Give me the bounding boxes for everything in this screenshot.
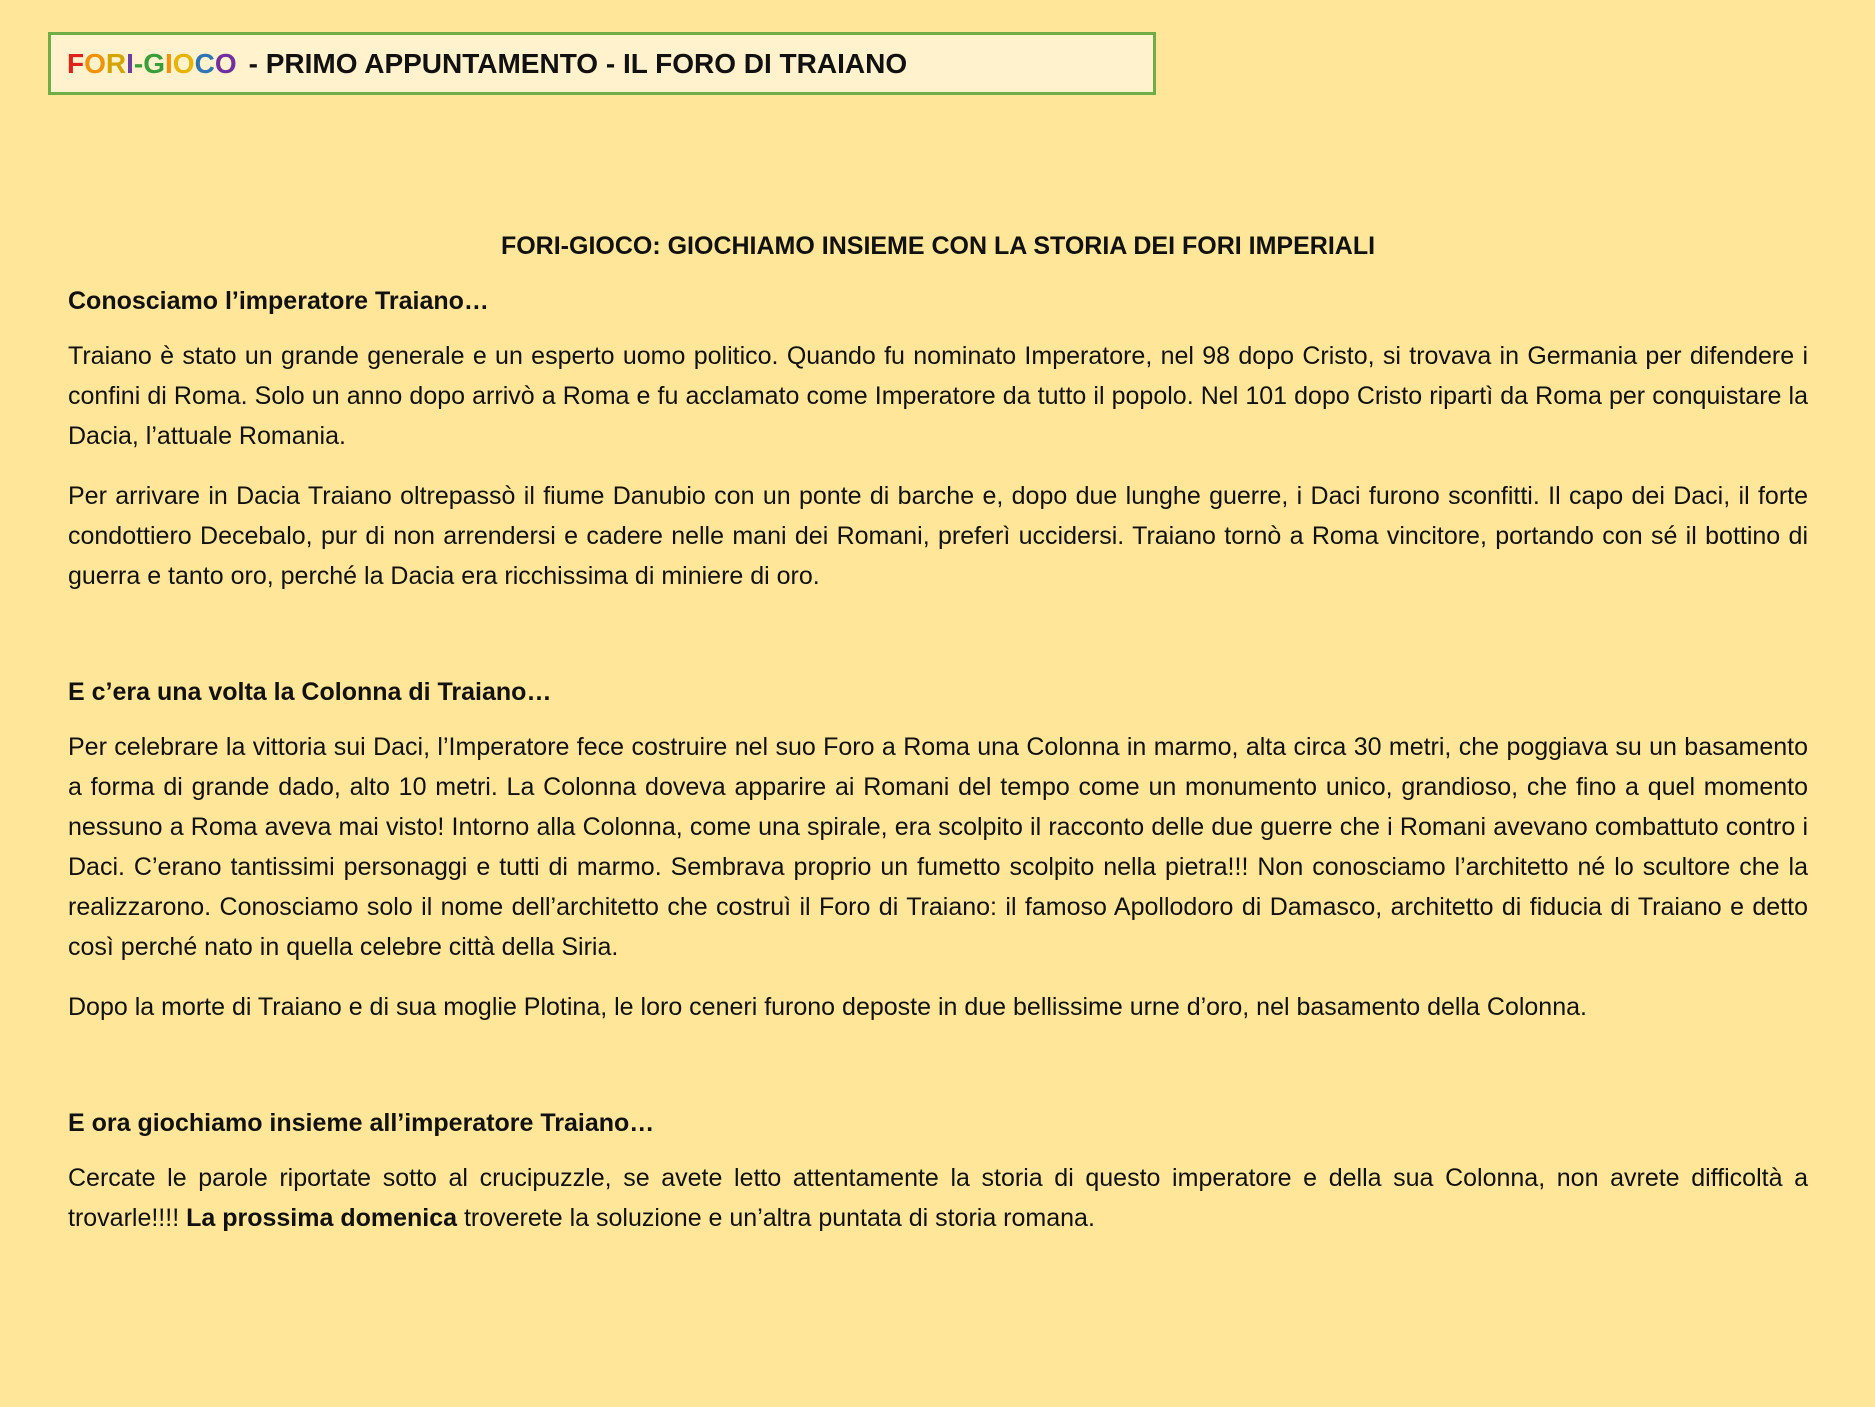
spacer [68, 616, 1808, 678]
paragraph-gioco-start: Cercate le parole riportate sotto al crucipuzzle, se avete letto attentamente la storia di questo imperatore e della sua Colonna, non avrete difficoltà a trovarle!!!! [68, 1164, 1808, 1232]
spacer [68, 1047, 1808, 1109]
fori-gioco-logo [67, 48, 237, 80]
page-title: FORI-GIOCO: GIOCHIAMO INSIEME CON LA STORIA DEI FORI IMPERIALI [500, 232, 1376, 260]
section-heading-gioco: E ora giochiamo insieme all’imperatore Traiano… [68, 1109, 655, 1137]
header-title: - PRIMO APPUNTAMENTO - IL FORO DI TRAIANO [248, 47, 908, 79]
paragraph-colonna-2: Dopo la morte di Traiano e di sua moglie Plotina, le loro ceneri furono deposte in due bellissime urne d’oro, nel basamento della Colonna. [68, 993, 1587, 1021]
logo-letter: O [172, 47, 195, 79]
section-heading-colonna: E c’era una volta la Colonna di Traiano… [68, 678, 552, 706]
logo-letter: I [126, 47, 134, 79]
logo-letter: R [105, 47, 127, 79]
logo-letter: G [143, 47, 166, 79]
section-heading-traiano: Conosciamo l’imperatore Traiano… [68, 287, 489, 315]
paragraph-traiano-2: Per arrivare in Dacia Traiano oltrepassò il fiume Danubio con un ponte di barche e, dopo due lunghe guerre, i Daci furono sconfitti. Il capo dei Daci, il forte condottiero Decebalo, pur di non arrendersi e cadere nelle mani dei Romani, preferì uccidersi. Traiano tornò a Roma vincitore, portando con sé il bottino di guerra e tanto oro, perché la Dacia era ricchissima di miniere di oro. [68, 482, 1808, 590]
next-sunday-emphasis: La prossima domenica [186, 1204, 458, 1232]
logo-letter: C [194, 47, 215, 79]
logo-letter: O [214, 47, 237, 79]
header-banner [48, 32, 1156, 95]
logo-letter: F [67, 47, 85, 79]
paragraph-gioco [68, 1158, 1808, 1238]
paragraph-traiano-1: Traiano è stato un grande generale e un esperto uomo politico. Quando fu nominato Imperatore, nel 98 dopo Cristo, si trovava in Germania per difendere i confini di Roma. Solo un anno dopo arrivò a Roma e fu acclamato come Imperatore da tutto il popolo. Nel 101 dopo Cristo ripartì da Roma per conquistare la Dacia, l’attuale Romania. [68, 342, 1808, 450]
paragraph-gioco-end: troverete la soluzione e un’altra puntata di storia romana. [457, 1204, 1095, 1232]
logo-letter: I [165, 47, 173, 79]
document-body [68, 232, 1808, 1258]
logo-letter: O [84, 47, 106, 79]
logo-letter: - [133, 47, 144, 79]
paragraph-colonna-1: Per celebrare la vittoria sui Daci, l’Imperatore fece costruire nel suo Foro a Roma una Colonna in marmo, alta circa 30 metri, che poggiava su un basamento a forma di grande dado, alto 10 metri. La Colonna doveva apparire ai Romani del tempo come un monumento unico, grandioso, che fino a quel momento nessuno a Roma aveva mai visto! Intorno alla Colonna, come una spirale, era scolpito il racconto delle due guerre che i Romani avevano combattuto contro i Daci. C’erano tantissimi personaggi e tutti di marmo. Sembrava proprio un fumetto scolpito nella pietra!!! Non conosciamo l’architetto né lo scultore che la realizzarono. Conosciamo solo il nome dell’architetto che costruì il Foro di Traiano: il famoso Apollodoro di Damasco, architetto di fiducia di Traiano e detto così perché nato in quella celebre città della Siria. [68, 733, 1808, 961]
